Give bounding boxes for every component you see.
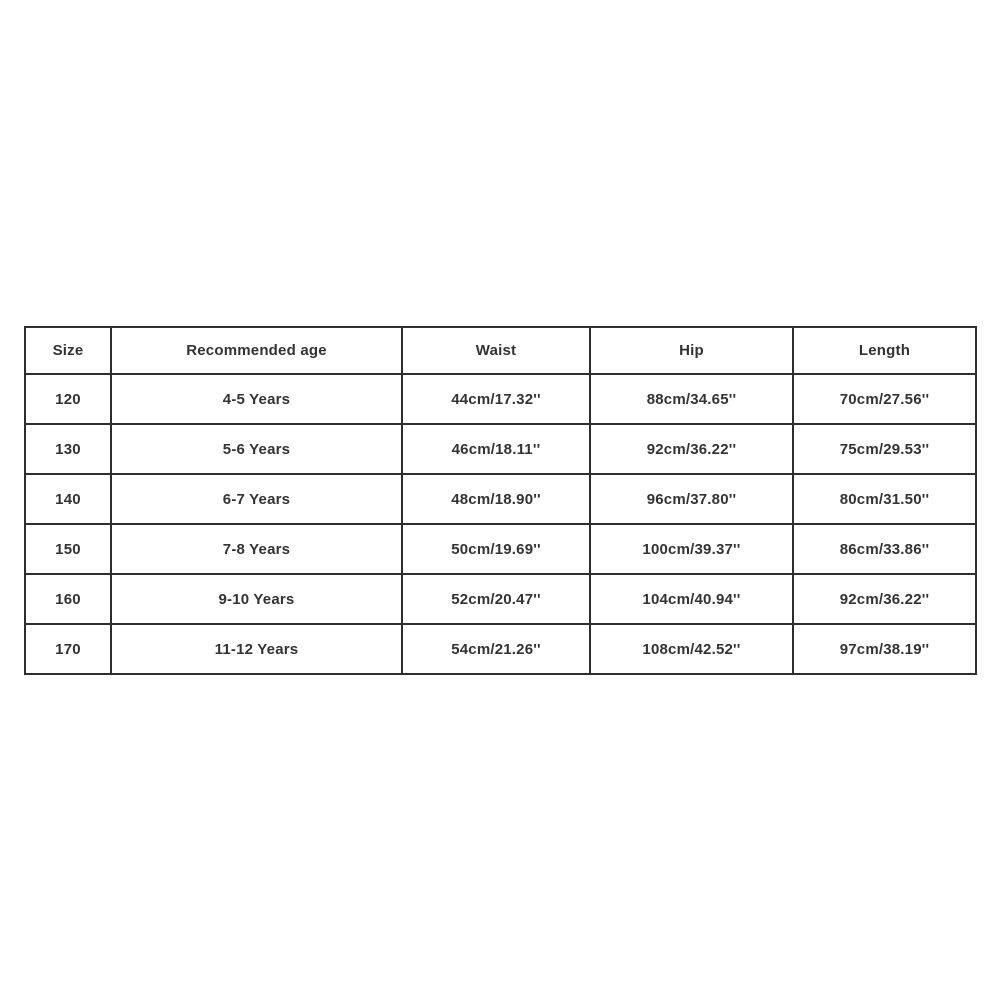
cell-age: 4-5 Years [111, 374, 402, 424]
table-row [25, 424, 976, 474]
cell-length: 80cm/31.50'' [793, 474, 976, 524]
table-body [25, 374, 976, 674]
column-header-waist: Waist [402, 327, 590, 374]
cell-size: 150 [25, 524, 111, 574]
cell-length: 75cm/29.53'' [793, 424, 976, 474]
table-row [25, 474, 976, 524]
size-chart-table [24, 326, 977, 675]
cell-hip: 96cm/37.80'' [590, 474, 793, 524]
cell-age: 7-8 Years [111, 524, 402, 574]
cell-waist: 48cm/18.90'' [402, 474, 590, 524]
cell-size: 140 [25, 474, 111, 524]
table-header [25, 327, 976, 374]
column-header-size: Size [25, 327, 111, 374]
cell-hip: 100cm/39.37'' [590, 524, 793, 574]
column-header-length: Length [793, 327, 976, 374]
cell-hip: 108cm/42.52'' [590, 624, 793, 674]
cell-size: 120 [25, 374, 111, 424]
cell-size: 170 [25, 624, 111, 674]
cell-age: 11-12 Years [111, 624, 402, 674]
cell-age: 6-7 Years [111, 474, 402, 524]
cell-waist: 44cm/17.32'' [402, 374, 590, 424]
cell-size: 130 [25, 424, 111, 474]
cell-waist: 52cm/20.47'' [402, 574, 590, 624]
cell-waist: 50cm/19.69'' [402, 524, 590, 574]
column-header-hip: Hip [590, 327, 793, 374]
cell-hip: 104cm/40.94'' [590, 574, 793, 624]
cell-age: 9-10 Years [111, 574, 402, 624]
cell-age: 5-6 Years [111, 424, 402, 474]
cell-length: 92cm/36.22'' [793, 574, 976, 624]
cell-hip: 92cm/36.22'' [590, 424, 793, 474]
cell-hip: 88cm/34.65'' [590, 374, 793, 424]
column-header-age: Recommended age [111, 327, 402, 374]
header-row [25, 327, 976, 374]
table-row [25, 574, 976, 624]
table-row [25, 624, 976, 674]
cell-length: 70cm/27.56'' [793, 374, 976, 424]
cell-size: 160 [25, 574, 111, 624]
table-row [25, 374, 976, 424]
cell-length: 97cm/38.19'' [793, 624, 976, 674]
table-row [25, 524, 976, 574]
cell-waist: 46cm/18.11'' [402, 424, 590, 474]
cell-waist: 54cm/21.26'' [402, 624, 590, 674]
cell-length: 86cm/33.86'' [793, 524, 976, 574]
